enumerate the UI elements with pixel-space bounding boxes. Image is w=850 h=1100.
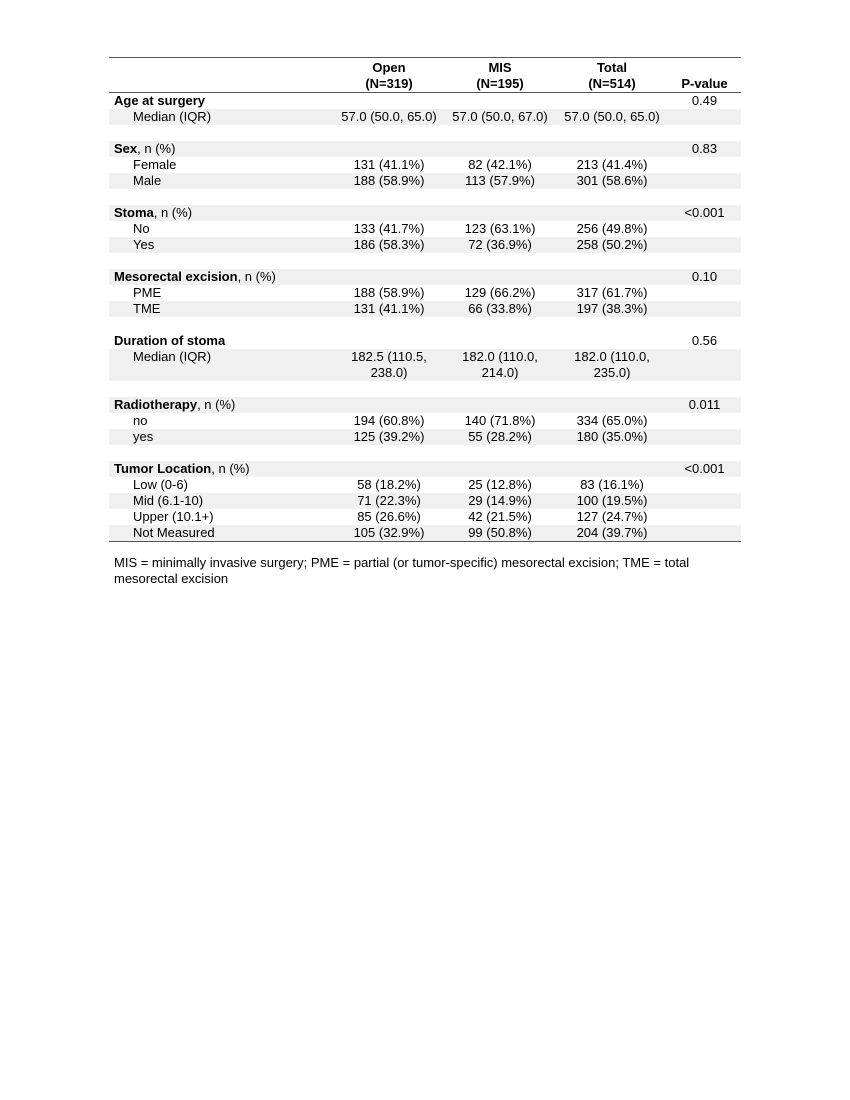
cell-mis: 42 (21.5%) bbox=[468, 509, 532, 524]
pvalue-tumor-location: <0.001 bbox=[668, 461, 741, 477]
pvalue-radiotherapy: 0.011 bbox=[668, 397, 741, 413]
cell-mis: 113 (57.9%) bbox=[444, 173, 556, 189]
cell-total: 57.0 (50.0, 65.0) bbox=[556, 109, 668, 125]
row-label: PME bbox=[133, 285, 162, 300]
cell-mis: 129 (66.2%) bbox=[464, 285, 536, 300]
table-row bbox=[109, 221, 741, 237]
cell-total: 317 (61.7%) bbox=[576, 285, 648, 300]
cell-open: 188 (58.9%) bbox=[353, 285, 425, 300]
row-label: no bbox=[133, 413, 148, 428]
cell-total: 83 (16.1%) bbox=[580, 477, 644, 492]
cell-total: 182.0 (110.0, 235.0) bbox=[556, 349, 668, 381]
table-row bbox=[109, 237, 741, 253]
table-row bbox=[109, 509, 741, 525]
cell-mis: 66 (33.8%) bbox=[444, 301, 556, 317]
cell-total: 256 (49.8%) bbox=[576, 221, 648, 236]
row-label: No bbox=[133, 221, 150, 236]
table-row bbox=[109, 333, 741, 349]
header-open-title: Open bbox=[372, 60, 406, 75]
summary-table-container bbox=[109, 57, 741, 542]
pvalue-mesorectal: 0.10 bbox=[668, 269, 741, 285]
row-title-sex: Sex, n (%) bbox=[109, 141, 334, 157]
header-open-n: (N=319) bbox=[365, 76, 413, 91]
header-label-cell bbox=[109, 58, 334, 93]
table-row bbox=[109, 141, 741, 157]
cell-total: 334 (65.0%) bbox=[576, 413, 648, 428]
table-footnote: MIS = minimally invasive surgery; PME = partial (or tumor-specific) mesorectal excision; TME = total mesorectal excision bbox=[114, 555, 690, 586]
table-row bbox=[109, 397, 741, 413]
cell-mis: 99 (50.8%) bbox=[444, 525, 556, 542]
table-row bbox=[109, 93, 741, 110]
header-open bbox=[334, 58, 444, 93]
table-row bbox=[109, 477, 741, 493]
cell-open: 58 (18.2%) bbox=[357, 477, 421, 492]
cell-total: 301 (58.6%) bbox=[556, 173, 668, 189]
table-row bbox=[109, 205, 741, 221]
cell-mis: 55 (28.2%) bbox=[444, 429, 556, 445]
row-label: Median (IQR) bbox=[109, 109, 334, 125]
cell-mis: 57.0 (50.0, 67.0) bbox=[444, 109, 556, 125]
cell-open: 105 (32.9%) bbox=[334, 525, 444, 542]
table-row bbox=[109, 301, 741, 317]
cell-open: 186 (58.3%) bbox=[334, 237, 444, 253]
cell-total: 127 (24.7%) bbox=[576, 509, 648, 524]
row-label: Not Measured bbox=[109, 525, 334, 542]
pvalue-age: 0.49 bbox=[691, 93, 718, 108]
header-pvalue: P-value bbox=[668, 58, 741, 93]
row-label: Yes bbox=[109, 237, 334, 253]
cell-open: 133 (41.7%) bbox=[353, 221, 425, 236]
header-mis-title: MIS bbox=[488, 60, 512, 75]
cell-open: 131 (41.1%) bbox=[353, 157, 425, 172]
cell-mis: 72 (36.9%) bbox=[444, 237, 556, 253]
pvalue-sex: 0.83 bbox=[668, 141, 741, 157]
cell-mis: 29 (14.9%) bbox=[444, 493, 556, 509]
table-row bbox=[109, 349, 741, 381]
cell-total: 100 (19.5%) bbox=[556, 493, 668, 509]
row-label: Mid (6.1-10) bbox=[109, 493, 334, 509]
cell-open: 194 (60.8%) bbox=[353, 413, 425, 428]
cell-open: 188 (58.9%) bbox=[334, 173, 444, 189]
table-row bbox=[109, 461, 741, 477]
pvalue-stoma: <0.001 bbox=[668, 205, 741, 221]
header-total-title: Total bbox=[596, 60, 628, 75]
table-row bbox=[109, 429, 741, 445]
table-row bbox=[109, 285, 741, 301]
row-label: Male bbox=[109, 173, 334, 189]
row-label: Median (IQR) bbox=[109, 349, 334, 381]
cell-open: 71 (22.3%) bbox=[334, 493, 444, 509]
table-row bbox=[109, 413, 741, 429]
summary-table bbox=[109, 57, 741, 542]
cell-total: 204 (39.7%) bbox=[556, 525, 668, 542]
row-title-mesorectal: Mesorectal excision, n (%) bbox=[109, 269, 334, 285]
cell-total: 180 (35.0%) bbox=[556, 429, 668, 445]
pvalue-duration: 0.56 bbox=[691, 333, 718, 348]
table-row bbox=[109, 269, 741, 285]
cell-open: 131 (41.1%) bbox=[334, 301, 444, 317]
header-mis bbox=[444, 58, 556, 93]
row-title-duration: Duration of stoma bbox=[114, 333, 226, 348]
table-row bbox=[109, 157, 741, 173]
header-mis-n: (N=195) bbox=[476, 76, 524, 91]
cell-mis: 182.0 (110.0, 214.0) bbox=[444, 349, 556, 381]
table-row bbox=[109, 173, 741, 189]
cell-open: 85 (26.6%) bbox=[357, 509, 421, 524]
row-label: TME bbox=[109, 301, 334, 317]
cell-total: 258 (50.2%) bbox=[556, 237, 668, 253]
header-total-n: (N=514) bbox=[588, 76, 636, 91]
cell-open: 182.5 (110.5, 238.0) bbox=[334, 349, 444, 381]
row-title-tumor-location: Tumor Location, n (%) bbox=[109, 461, 334, 477]
row-title-stoma: Stoma, n (%) bbox=[109, 205, 334, 221]
header-total bbox=[556, 58, 668, 93]
cell-mis: 25 (12.8%) bbox=[468, 477, 532, 492]
cell-total: 197 (38.3%) bbox=[556, 301, 668, 317]
row-label: Low (0-6) bbox=[133, 477, 188, 492]
row-label: Female bbox=[133, 157, 177, 172]
row-label: yes bbox=[109, 429, 334, 445]
table-row bbox=[109, 525, 741, 542]
row-title-age: Age at surgery bbox=[114, 93, 206, 108]
row-label: Upper (10.1+) bbox=[133, 509, 214, 524]
cell-total: 213 (41.4%) bbox=[576, 157, 648, 172]
cell-open: 57.0 (50.0, 65.0) bbox=[334, 109, 444, 125]
row-title-radiotherapy: Radiotherapy, n (%) bbox=[109, 397, 334, 413]
table-header-row bbox=[109, 58, 741, 93]
table-row bbox=[109, 109, 741, 125]
cell-mis: 123 (63.1%) bbox=[464, 221, 536, 236]
cell-mis: 140 (71.8%) bbox=[464, 413, 536, 428]
table-row bbox=[109, 493, 741, 509]
cell-open: 125 (39.2%) bbox=[334, 429, 444, 445]
cell-mis: 82 (42.1%) bbox=[468, 157, 532, 172]
